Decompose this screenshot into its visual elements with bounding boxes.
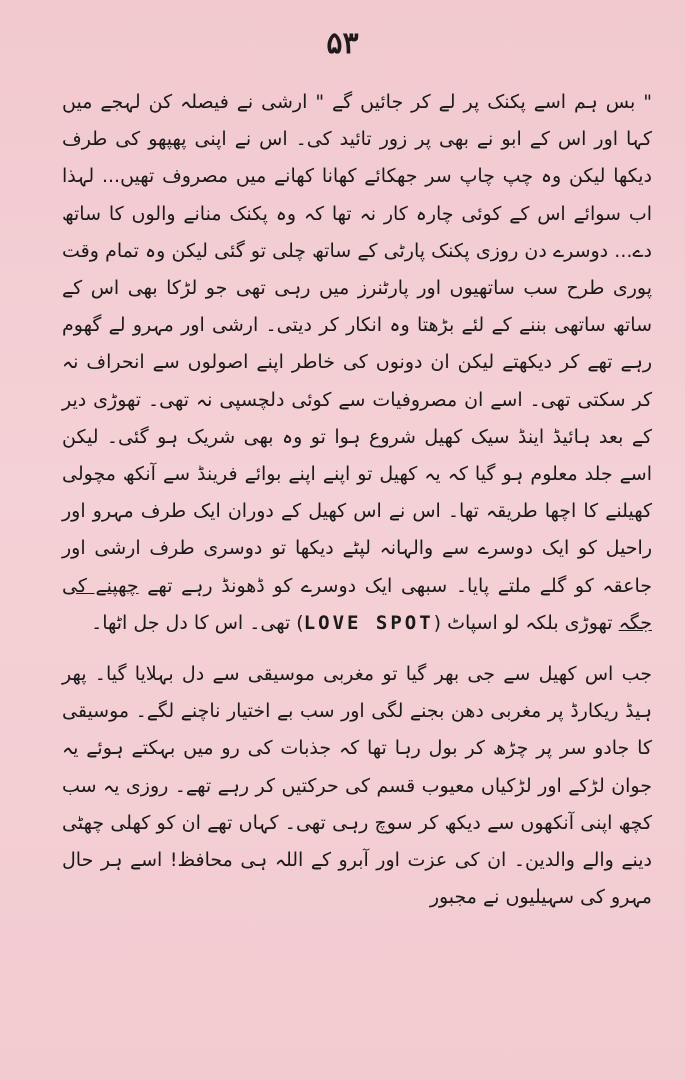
paragraph-1-text-before-latin: تھوڑی بلکہ لو اسپاٹ ( xyxy=(433,611,613,634)
paragraph-2-text: جب اس کھیل سے جی بھر گیا تو مغربی موسیقی سے دل بہلایا گیا۔ پھر ہیڈ ریکارڈ پر مغربی دھن بجنے لگی اور سب بے اختیار ناچنے لگے۔ موسیقی کا جادو سر پر چڑھ کر بول رہا تھا کہ جذبات کی رو میں بہکتے ہوئے یہ جوان لڑکے اور لڑکیاں معیوب قسم کی حرکتیں کر رہے تھے۔ روزی یہ سب کچھ اپنی آنکھوں سے دیکھ کر سوچ رہی تھی۔ کہاں تھے ان کو کھلی چھٹی دینے والے والدین۔ ان کی عزت اور آبرو کے اللہ ہی محافظ! اسے ہر حال مہرو کی سہیلیوں نے مجبور xyxy=(62,663,652,909)
page-number: ۵۳ xyxy=(326,26,359,61)
paragraph-1 xyxy=(62,84,652,642)
love-spot-latin-text: LOVE SPOT xyxy=(303,611,434,634)
paragraph-1-text-after-latin: ) تھی۔ اس کا دل جل اٹھا۔ xyxy=(91,611,304,634)
page-text xyxy=(62,84,652,916)
underlined-phrase: چھپنے کی جگہ xyxy=(62,574,652,634)
paragraph-1-text: " بس ہم اسے پکنک پر لے کر جائیں گے " ارشی نے فیصلہ کن لہجے میں کہا اور اس کے ابو نے بھی پر زور تائید کی۔ اس نے اپنی پھپھو کی طرف دیکھا لیکن وہ چپ چاپ سر جھکائے کھانا کھانے میں مصروف تھیں... لہذا اب سوائے اس کے کوئی چارہ کار نہ تھا کہ وہ پکنک منانے والوں کا ساتھ دے... دوسرے دن روزی پکنک پارٹی کے ساتھ چلی تو گئی لیکن وہ تمام وقت پوری طرح سب ساتھیوں اور پارٹنرز میں رہی تھی جو لڑکا بھی اس کے ساتھ ساتھی بننے کے لئے بڑھتا وہ انکار کر دیتی۔ ارشی اور مہرو لے گھوم رہے تھے کر دیکھتے لیکن ان دونوں کی خاطر اپنے اصولوں سے انحراف نہ کر سکتی تھی۔ اسے ان مصروفیات سے کوئی دلچسپی نہ تھی۔ تھوڑی دیر کے بعد ہائیڈ اینڈ سیک کھیل شروع ہوا تو وہ بھی شریک ہو گئی۔ لیکن اسے جلد معلوم ہو گیا کہ یہ کھیل تو اپنے اپنے بوائے فرینڈ سے آنکھ مچولی کھیلنے کا اچھا طریقہ تھا۔ اس نے اس کھیل کے دوران ایک طرف مہرو اور راحیل کو ایک دوسرے سے والہانہ لپٹے دیکھا تو دوسری طرف ارشی اور جاعقہ کو گلے ملتے پایا۔ سبھی ایک دوسرے کو ڈھونڈ رہے تھے xyxy=(62,91,653,597)
paragraph-2 xyxy=(62,656,652,916)
